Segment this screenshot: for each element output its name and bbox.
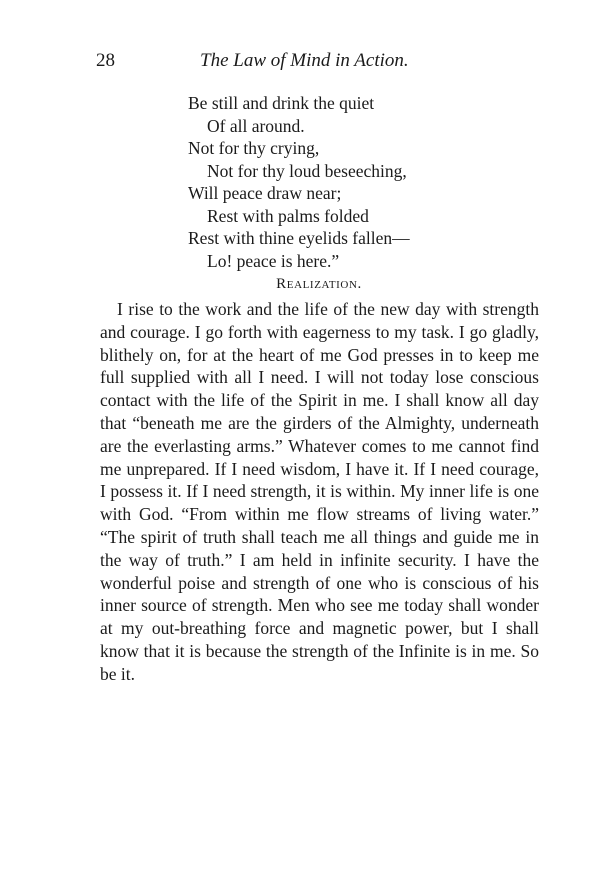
poem-line: Rest with thine eyelids fallen— xyxy=(188,228,410,248)
poem-line: Be still and drink the quiet xyxy=(188,93,375,113)
poem-line: Rest with palms folded xyxy=(207,205,369,226)
poem-line: Of all around. xyxy=(207,115,305,136)
poem-quote xyxy=(188,92,410,272)
body-paragraph: I rise to the work and the life of the new day with strength and courage. I go forth with eagerness to my task. I go gladly, blithely on, for at the heart of me God presses in to keep me full supplied with all I need. I will not today lose conscious contact with the life of the Spirit in me. I shall know all day that “beneath me are the girders of the Almighty, underneath are the everlasting arms.” Whatever comes to me cannot find me unprepared. If I need wisdom, I have it. If I need courage, I possess it. If I need strength, it is within. My inner life is one with God. “From within me flow streams of living water.” “The spirit of truth shall teach me all things and guide me in the way of truth.” I am held in infinite security. I have the wonderful poise and strength of one who is conscious of his inner source of strength. Men who see me today shall wonder at my out-breathing force and magnetic power, but I shall know that it is because the strength of the Infinite is in me. So be it. xyxy=(100,299,539,684)
poem-line: Not for thy loud beseeching, xyxy=(207,160,407,181)
poem-line: Not for thy crying, xyxy=(188,138,320,158)
running-title: The Law of Mind in Action. xyxy=(200,50,409,71)
page-header xyxy=(96,50,444,74)
poem-line: Lo! peace is here.” xyxy=(207,250,340,271)
poem-line: Will peace draw near; xyxy=(188,183,342,203)
section-heading: Realization. xyxy=(276,276,362,292)
page-number: 28 xyxy=(96,50,115,71)
